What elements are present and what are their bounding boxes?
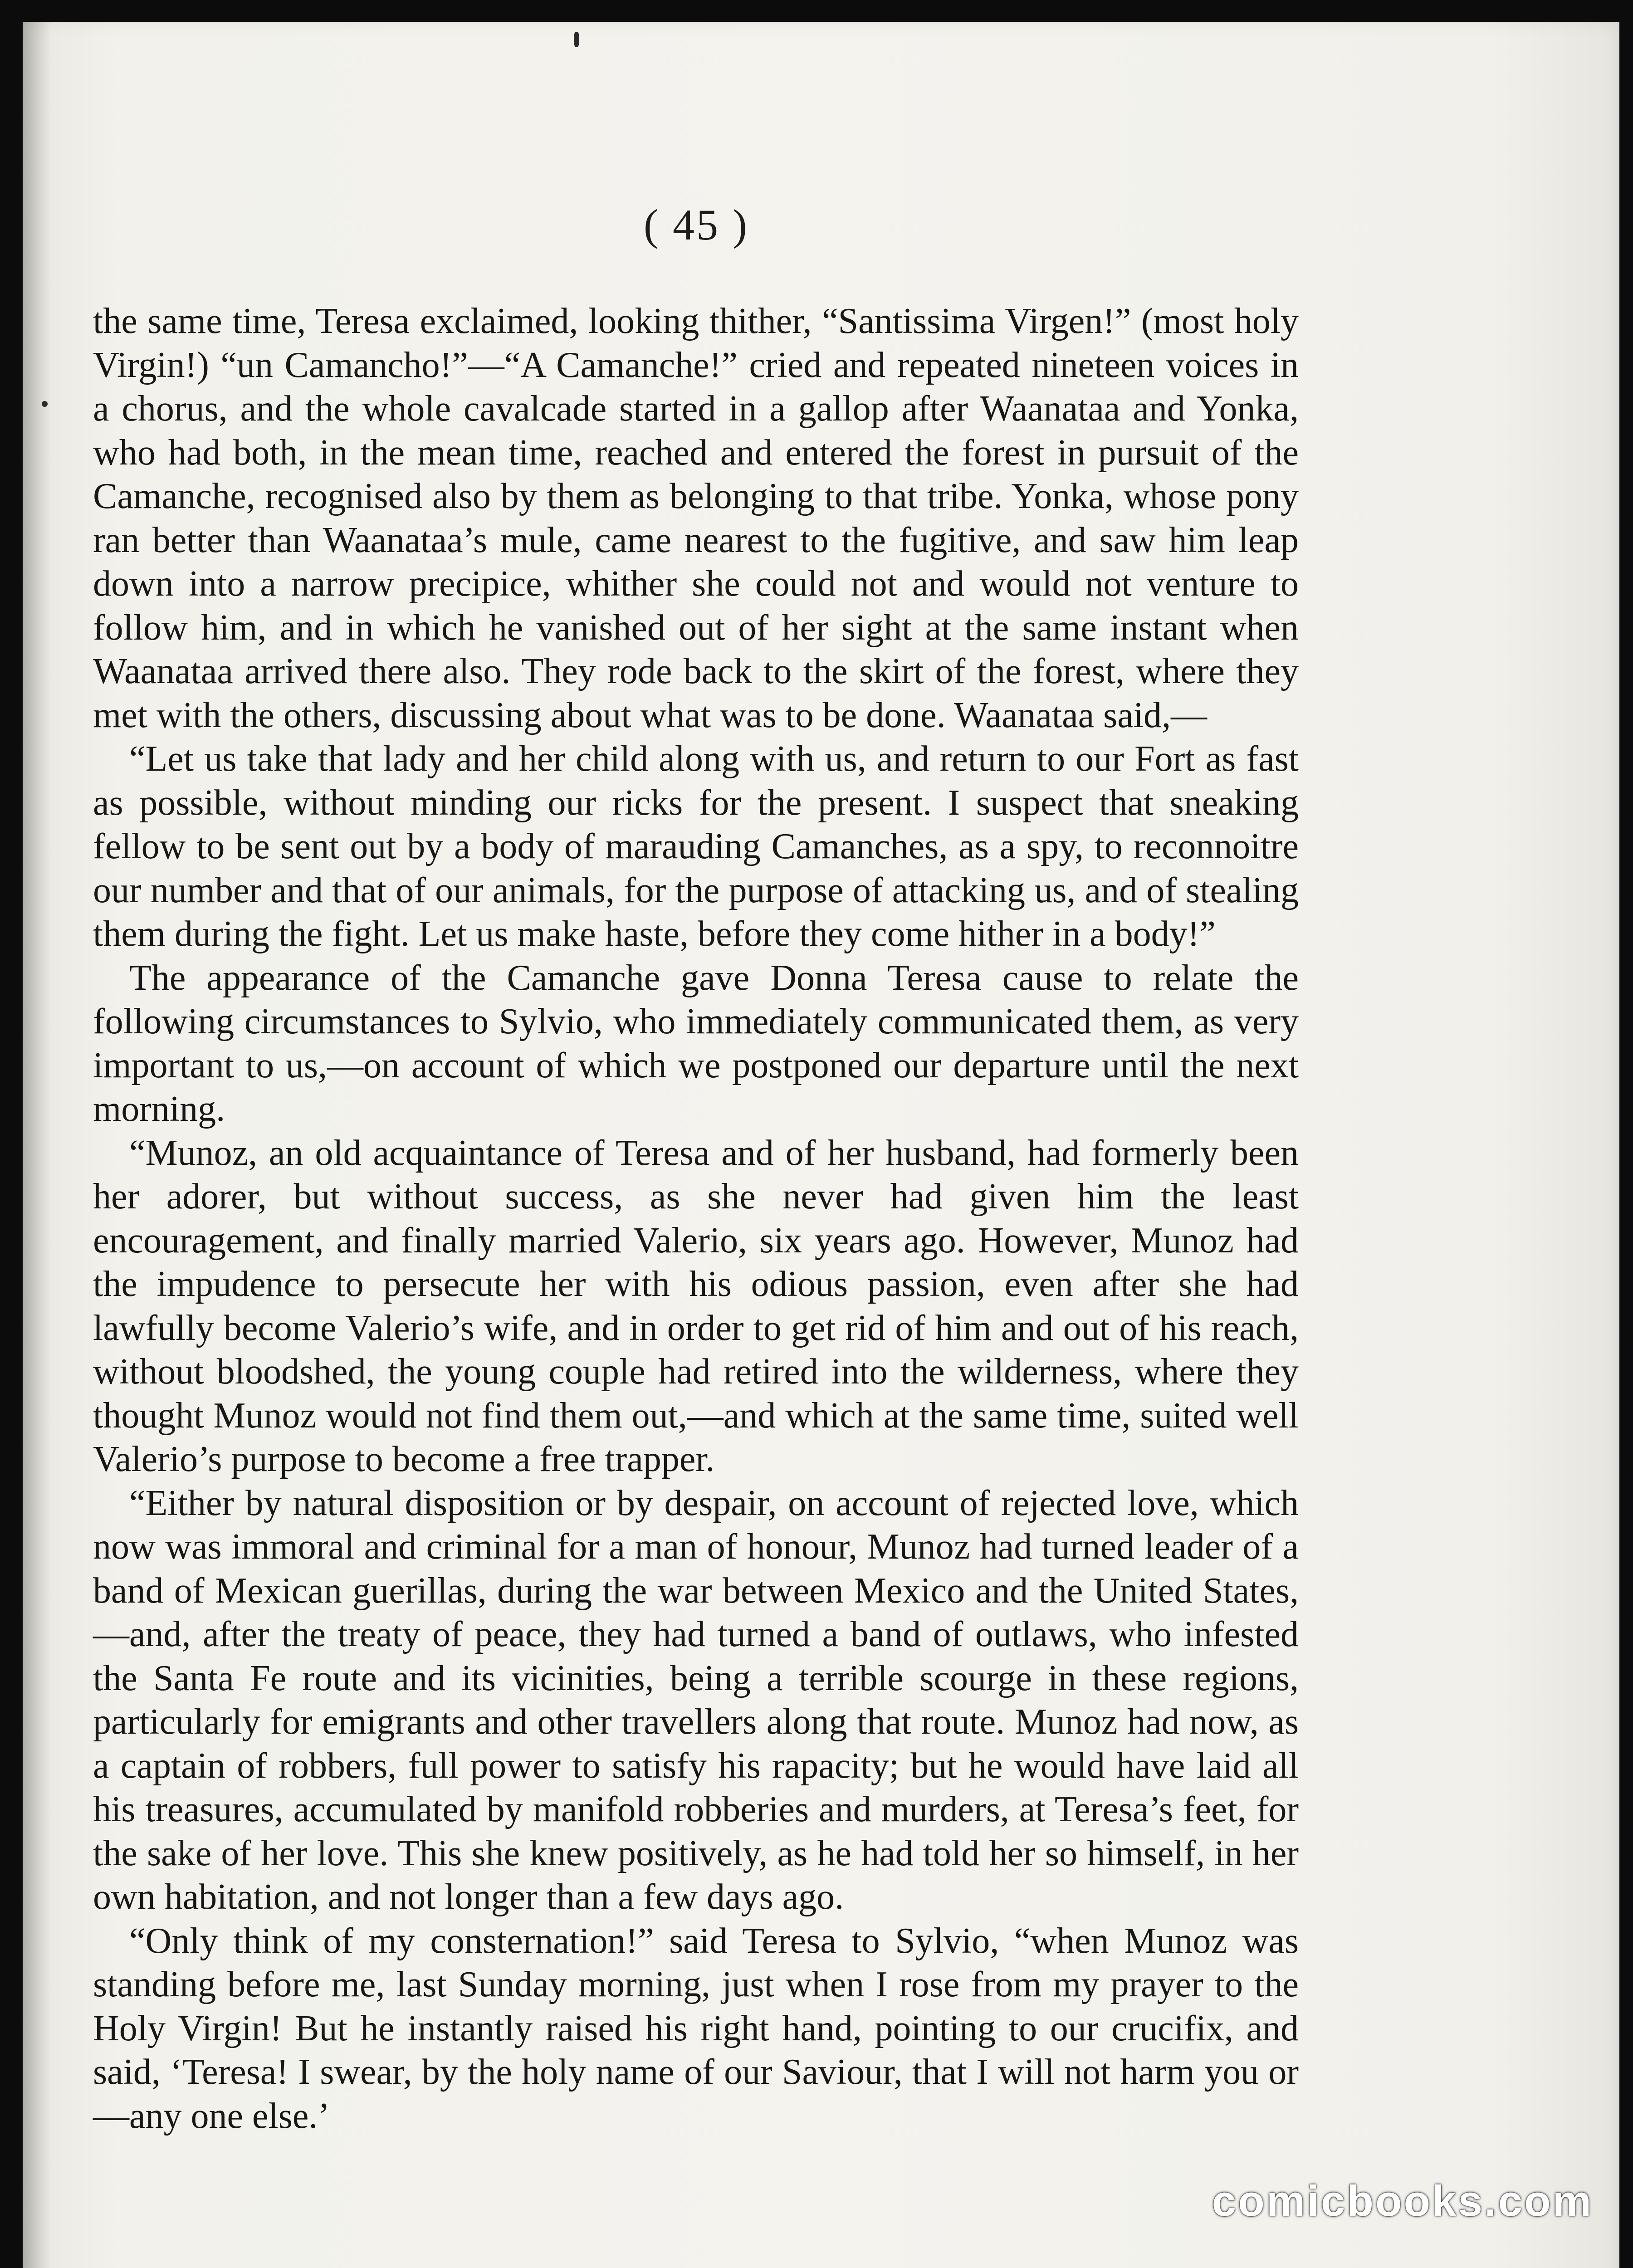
paragraph: “Munoz, an old acquaintance of Teresa and of her husband, had formerly been her adorer, but without success, as she never had given him the least encouragement, and finally married Valerio, six years ago. However, Munoz had the impudence to persecute her with his odious passion, even after she had lawfully become Valerio’s wife, and in order to get rid of him and out of his reach, without bloodshed, the young couple had retired into the wilderness, where they thought Munoz would not find them out,—and which at the same time, suited well Valerio’s purpose to become a free trapper. bbox=[93, 1133, 1299, 1479]
paragraph: “Either by natural disposition or by despair, on account of rejected love, which now was immoral and criminal for a man of honour, Munoz had turned leader of a band of Mexican guerillas, during the war between Mexico and the United States,—and, after the treaty of peace, they had turned a band of outlaws, who infested the Santa Fe route and its vicinities, being a terrible scourge in these regions, particularly for emigrants and other travellers along that route. Munoz had now, as a captain of robbers, full power to satisfy his rapacity; but he would have laid all his treasures, accumulated by manifold robberies and murders, at Teresa’s feet, for the sake of her love. This she knew positively, as he had told her so himself, in her own habitation, and not longer than a few days ago. bbox=[93, 1483, 1299, 1917]
watermark: comicbooks.com bbox=[1212, 2177, 1593, 2225]
paragraph: the same time, Teresa exclaimed, looking thither, “Santissima Virgen!” (most holy Virgin!) “un Camancho!”—“A Camanche!” cried and repeated nineteen voices in a chorus, and the whole cavalcade started in a gallop after Waanataa and Yonka, who had both, in the mean time, reached and entered the forest in pursuit of the Camanche, recognised also by them as belonging to that tribe. Yonka, whose pony ran better than Waanataa’s mule, came nearest to the fugitive, and saw him leap down into a narrow precipice, whither she could not and would not venture to follow him, and in which he vanished out of her sight at the same instant when Waanataa arrived there also. They rode back to the skirt of the forest, where they met with the others, discussing about what was to be done. Waanataa said,— bbox=[93, 301, 1299, 735]
body-text bbox=[93, 299, 1299, 2138]
page-gutter-shadow bbox=[23, 22, 50, 2268]
ink-speck bbox=[42, 401, 48, 407]
page-number: ( 45 ) bbox=[644, 200, 749, 249]
paragraph: “Only think of my consternation!” said Teresa to Sylvio, “when Munoz was standing before me, last Sunday morning, just when I rose from my prayer to the Holy Virgin! But he instantly raised his right hand, pointing to our crucifix, and said, ‘Teresa! I swear, by the holy name of our Saviour, that I will not harm you or—any one else.’ bbox=[93, 1921, 1299, 2136]
paragraph: “Let us take that lady and her child along with us, and return to our Fort as fast as possible, without minding our ricks for the present. I suspect that sneaking fellow to be sent out by a body of marauding Camanches, as a spy, to reconnoitre our number and that of our animals, for the purpose of attacking us, and of stealing them during the fight. Let us make haste, before they come hither in a body!” bbox=[93, 739, 1299, 954]
ink-speck bbox=[574, 32, 579, 47]
paragraph: The appearance of the Camanche gave Donna Teresa cause to relate the following circumstances to Sylvio, who immediately communicated them, as very important to us,—on account of which we postponed our departure until the next morning. bbox=[93, 958, 1299, 1129]
